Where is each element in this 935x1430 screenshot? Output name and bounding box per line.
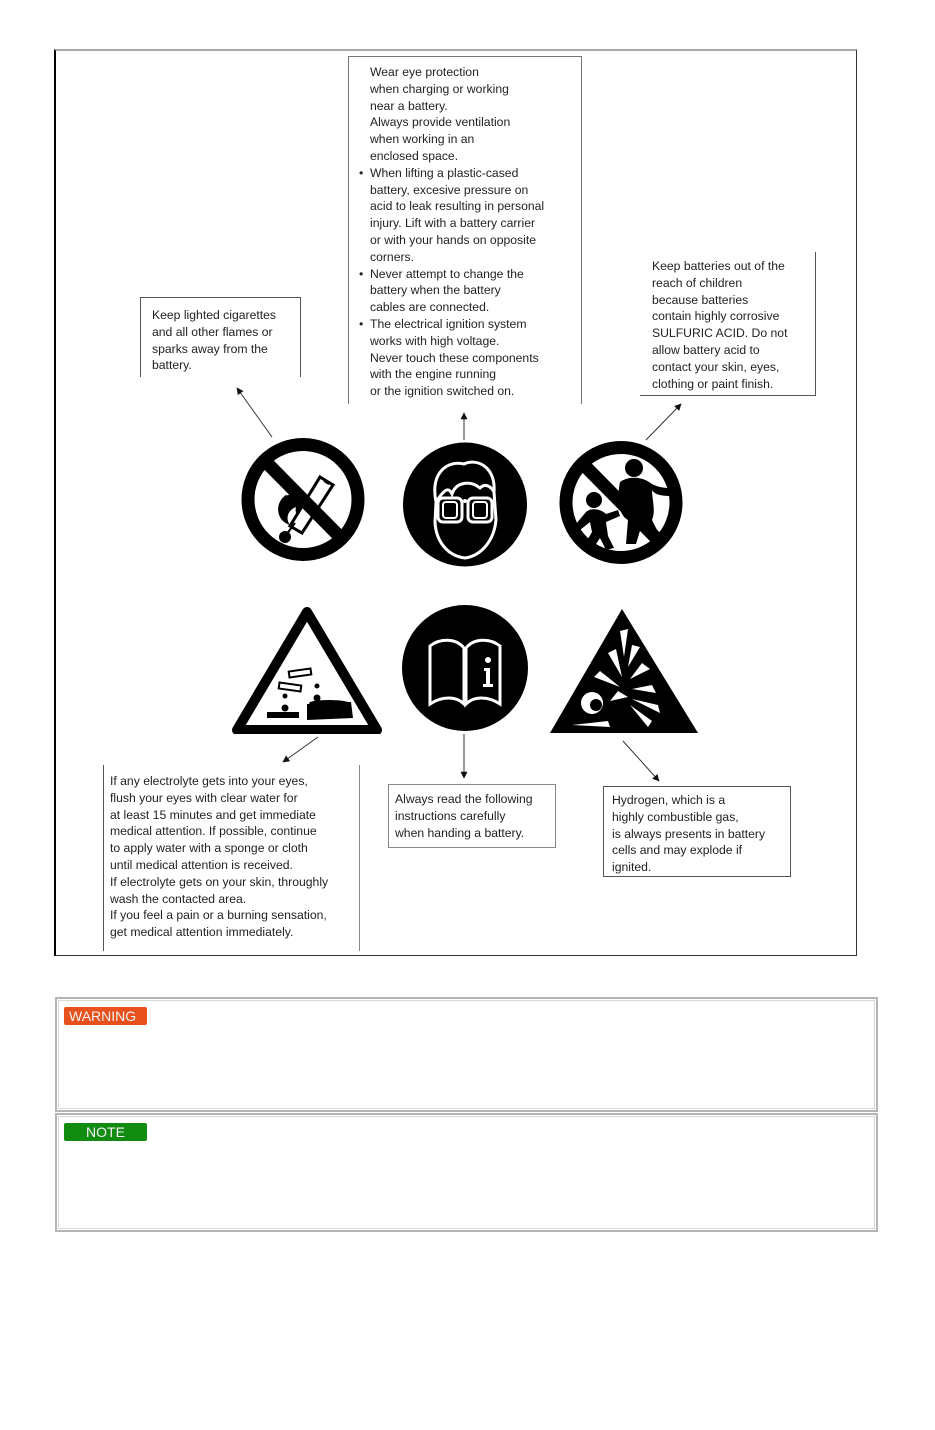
callout-line: Hydrogen, which is a xyxy=(612,793,726,807)
callout-line: to apply water with a sponge or cloth xyxy=(110,841,308,856)
read-manual-sign xyxy=(400,604,530,732)
callout-line: when working in an xyxy=(370,132,475,147)
callout-line: cables are connected. xyxy=(370,300,490,315)
callout-line: sparks away from the xyxy=(152,341,268,356)
callout-line: Always provide ventilation xyxy=(370,115,511,130)
callout-line: Always read the following xyxy=(395,792,533,806)
callout-line: and all other flames or xyxy=(152,324,273,339)
callout-line: reach of children xyxy=(652,275,743,290)
callout-line: with the engine running xyxy=(370,367,497,382)
callout-line: If electrolyte gets on your skin, throughly xyxy=(110,874,329,889)
callout-line: allow battery acid to xyxy=(652,342,760,357)
callout-line: Wear eye protection xyxy=(370,65,479,79)
callout-line: corners. xyxy=(370,249,415,264)
callout-line: is always presents in battery xyxy=(612,826,766,841)
children-prohibited-icon xyxy=(556,440,686,565)
callout-line: when charging or working xyxy=(370,81,509,96)
callout-line: instructions carefully xyxy=(395,808,506,823)
callout-line: Never touch these components xyxy=(370,350,539,365)
callout-bullet-line: • Never attempt to change the xyxy=(370,266,581,283)
callout-line: battery. xyxy=(152,358,192,373)
open-book-info-icon xyxy=(400,604,530,732)
warning-badge: WARNING xyxy=(64,1007,147,1025)
callout-line: medical attention. If possible, continue xyxy=(110,824,317,839)
callout-line: ignited. xyxy=(612,860,652,875)
callout-line: get medical attention immediately. xyxy=(110,925,294,940)
corrosive-sign xyxy=(231,604,383,734)
callout-line: injury. Lift with a battery carrier xyxy=(370,216,536,231)
callout-line: If any electrolyte gets into your eyes, xyxy=(110,774,308,788)
callout-line: Keep lighted cigarettes xyxy=(152,308,276,322)
callout-line: at least 15 minutes and get immediate xyxy=(110,807,316,822)
note-box xyxy=(55,1113,878,1232)
callout-line: Keep batteries out of the xyxy=(652,259,785,273)
no-flames-sign xyxy=(238,437,368,562)
callout-line: contain highly corrosive xyxy=(652,309,780,324)
callout-line: acid to leak resulting in personal xyxy=(370,199,545,214)
callout-line: clothing or paint finish. xyxy=(652,376,774,391)
keep-away-children-sign xyxy=(556,440,686,565)
note-box-inner xyxy=(58,1116,875,1229)
callout-line: battery when the battery xyxy=(370,283,501,298)
callout-line: flush your eyes with clear water for xyxy=(110,790,298,805)
callout-line: until medical attention is received. xyxy=(110,857,293,872)
callout-bullet-line: • The electrical ignition system xyxy=(370,316,581,333)
callout-line: because batteries xyxy=(652,292,749,307)
callout-line: works with high voltage. xyxy=(370,333,500,348)
callout-line: battery, excesive pressure on xyxy=(370,182,529,197)
callout-line: when handing a battery. xyxy=(395,825,525,840)
callout-line: near a battery. xyxy=(370,98,448,113)
callout-line: If you feel a pain or a burning sensation, xyxy=(110,908,327,923)
no-smoking-icon xyxy=(238,437,368,562)
callout-line: SULFURIC ACID. Do not xyxy=(652,326,788,341)
note-badge: NOTE xyxy=(64,1123,147,1141)
callout-line: enclosed space. xyxy=(370,148,459,163)
warning-box xyxy=(55,997,878,1112)
goggles-head-icon xyxy=(400,442,530,567)
callout-line: wash the contacted area. xyxy=(110,891,247,906)
callout-line: cells and may explode if xyxy=(612,843,743,858)
callout-line: contact your skin, eyes, xyxy=(652,359,780,374)
explosive-sign xyxy=(548,605,703,735)
explosion-warning-icon xyxy=(548,605,703,735)
callout-line: highly combustible gas, xyxy=(612,809,739,824)
callout-bullet-line: • When lifting a plastic-cased xyxy=(370,165,581,182)
warning-box-inner xyxy=(58,1000,875,1109)
eye-protection-sign xyxy=(400,442,530,567)
corrosive-warning-icon xyxy=(231,604,383,734)
callout-line: or with your hands on opposite xyxy=(370,232,536,247)
callout-line: or the ignition switched on. xyxy=(370,384,515,399)
